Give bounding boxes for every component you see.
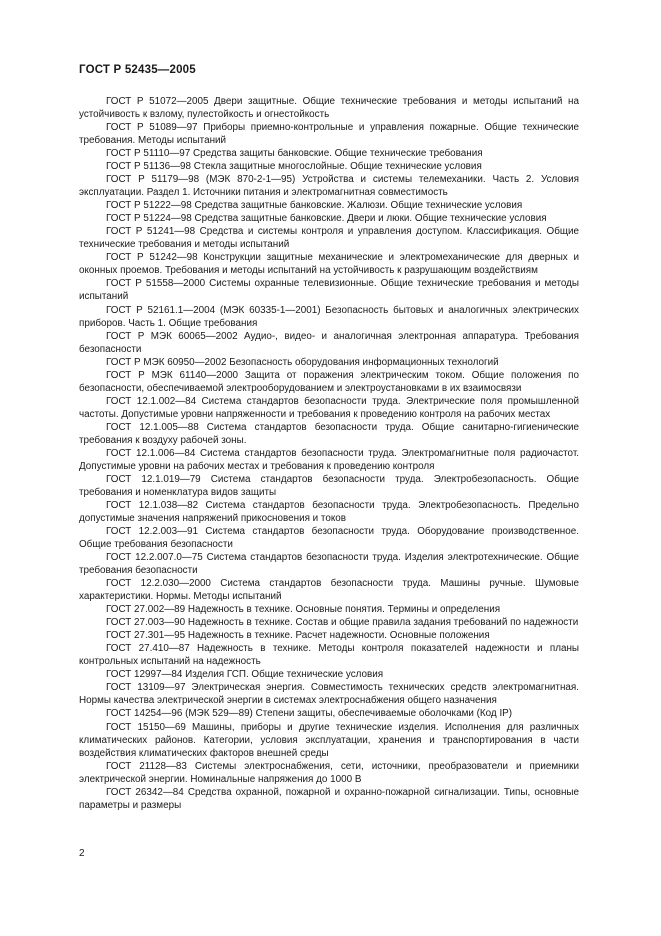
reference-item: ГОСТ 27.410—87 Надежность в технике. Методы контроля показателей надежности и планы контрольных испытаний на надежность [79,643,579,668]
reference-item: ГОСТ Р 51072—2005 Двери защитные. Общие технические требования и методы испытаний на устойчивость к взлому, пулестойкость и огнестойкость [79,96,579,121]
reference-item: ГОСТ 27.003—90 Надежность в технике. Состав и общие правила задания требований по надежности [106,617,579,629]
reference-item: ГОСТ Р 52161.1—2004 (МЭК 60335-1—2001) Безопасность бытовых и аналогичных электрических приборов. Часть 1. Общие требования [79,304,579,329]
reference-item: ГОСТ Р МЭК 60950—2002 Безопасность оборудования информационных технологий [106,356,499,368]
reference-item: ГОСТ Р 51558—2000 Системы охранные телевизионные. Общие технические требования и методы испытаний [79,278,579,303]
reference-item: ГОСТ 12.1.019—79 Система стандартов безопасности труда. Электробезопасность. Общие требования и номенклатура видов защиты [79,473,579,498]
reference-item: ГОСТ 12997—84 Изделия ГСП. Общие технические условия [106,669,384,681]
reference-item: ГОСТ 13109—97 Электрическая энергия. Совместимость технических средств электромагнитная. Нормы качества электрической энергии в системах электроснабжения общего назначения [79,682,579,707]
reference-item: ГОСТ 12.2.007.0—75 Система стандартов безопасности труда. Изделия электротехнические. Общие требования безопасности [79,552,579,577]
page-header: ГОСТ Р 52435—2005 [79,64,196,76]
reference-item: ГОСТ 14254—96 (МЭК 529—89) Степени защиты, обеспечиваемые оболочками (Код IP) [106,708,513,720]
reference-item: ГОСТ Р 51110—97 Средства защиты банковские. Общие технические требования [106,148,483,160]
reference-item: ГОСТ Р 51222—98 Средства защитные банковские. Жалюзи. Общие технические условия [106,200,523,212]
reference-item: ГОСТ 12.2.003—91 Система стандартов безопасности труда. Оборудование производственное. Общие требования безопасности [79,526,579,551]
reference-item: ГОСТ 15150—69 Машины, приборы и другие технические изделия. Исполнения для различных климатических районов. Категории, условия эксплуатации, хранения и транспортирования в части воздействия климатических факторов внешней среды [79,721,579,759]
reference-item: ГОСТ 27.301—95 Надежность в технике. Расчет надежности. Основные положения [106,630,490,642]
reference-item: ГОСТ Р 51224—98 Средства защитные банковские. Двери и люки. Общие технические условия [106,213,547,225]
reference-item: ГОСТ 12.2.030—2000 Система стандартов безопасности труда. Машины ручные. Шумовые характеристики. Нормы. Методы испытаний [79,578,579,603]
reference-item: ГОСТ 26342—84 Средства охранной, пожарной и охранно-пожарной сигнализации. Типы, основные параметры и размеры [79,786,579,811]
reference-item: ГОСТ 12.1.038—82 Система стандартов безопасности труда. Электробезопасность. Предельно допустимые значения напряжений прикосновения и токов [79,499,579,524]
reference-item: ГОСТ 12.1.006—84 Система стандартов безопасности труда. Электромагнитные поля радиочастот. Допустимые уровни на рабочих местах и требования к проведению контроля [79,447,579,472]
reference-item: ГОСТ Р МЭК 61140—2000 Защита от поражения электрическим током. Общие положения по безопасности, обеспечиваемой электрооборудованием и электроустановками в их взаимосвязи [79,369,579,394]
normative-references-list [79,95,579,812]
reference-item: ГОСТ 12.1.002—84 Система стандартов безопасности труда. Электрические поля промышленной частоты. Допустимые уровни напряженности и требования к проведению контроля на рабочих местах [79,395,579,420]
reference-item: ГОСТ 12.1.005—88 Система стандартов безопасности труда. Общие санитарно-гигиенические требования к воздуху рабочей зоны. [79,421,579,446]
reference-item: ГОСТ Р 51136—98 Стекла защитные многослойные. Общие технические условия [106,161,482,173]
reference-item: ГОСТ 21128—83 Системы электроснабжения, сети, источники, преобразователи и приемники электрической энергии. Номинальные напряжения до 1000 В [79,760,579,785]
reference-item: ГОСТ 27.002—89 Надежность в технике. Основные понятия. Термины и определения [106,604,501,616]
page-number: 2 [79,848,85,859]
reference-item: ГОСТ Р 51179—98 (МЭК 870-2-1—95) Устройства и системы телемеханики. Часть 2. Условия эксплуатации. Раздел 1. Источники питания и электромагнитная совместимость [79,174,579,199]
reference-item: ГОСТ Р 51241—98 Средства и системы контроля и управления доступом. Классификация. Общие технические требования и методы испытаний [79,226,579,251]
reference-item: ГОСТ Р МЭК 60065—2002 Аудио-, видео- и аналогичная электронная аппаратура. Требования безопасности [79,330,579,355]
reference-item: ГОСТ Р 51242—98 Конструкции защитные механические и электромеханические для дверных и оконных проемов. Требования и методы испытаний на устойчивость к разрушающим воздействиям [79,252,579,277]
reference-item: ГОСТ Р 51089—97 Приборы приемно-контрольные и управления пожарные. Общие технические требования. Методы испытаний [79,122,579,147]
